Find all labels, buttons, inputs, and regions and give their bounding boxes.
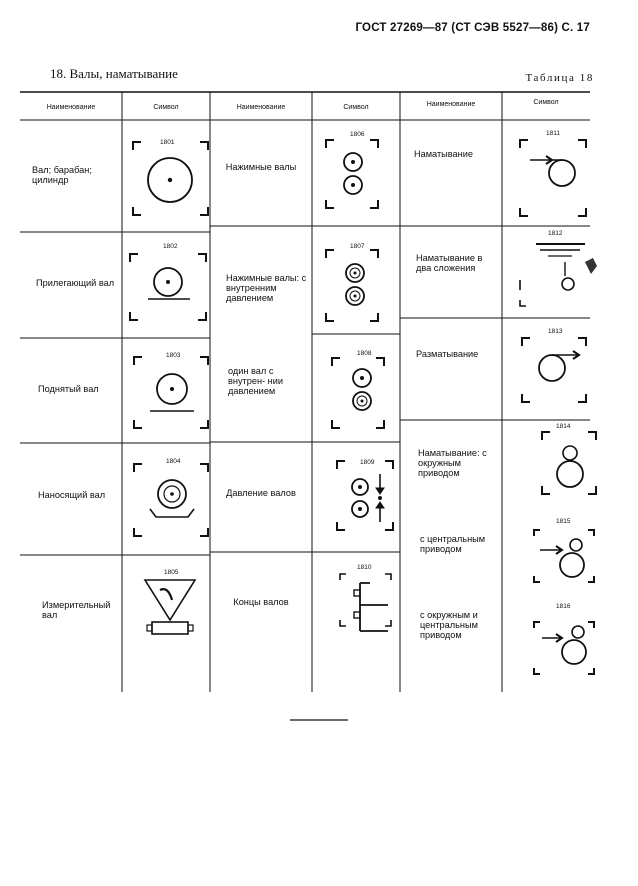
code-1805: 1805 bbox=[164, 569, 179, 576]
code-1816: 1816 bbox=[556, 603, 571, 610]
adjacent-roller-symbol bbox=[130, 254, 206, 320]
peripheral-drive-winding-symbol bbox=[542, 432, 596, 494]
col3-symbol-header: Символ bbox=[533, 99, 559, 106]
name-1808: один вал с внутрен- нии давлением bbox=[228, 366, 283, 396]
applicator-roller-symbol bbox=[134, 464, 208, 536]
code-1813: 1813 bbox=[548, 328, 563, 335]
code-1802: 1802 bbox=[163, 243, 178, 250]
combined-drive-winding-symbol bbox=[534, 622, 594, 674]
code-1814: 1814 bbox=[556, 423, 571, 430]
name-1814: Наматывание: с окружным приводом bbox=[418, 448, 487, 478]
name-1805: Измерительный вал bbox=[42, 600, 111, 620]
code-1804: 1804 bbox=[166, 458, 181, 465]
code-1801: 1801 bbox=[160, 139, 175, 146]
name-1807: Нажимные валы: с внутренним давлением bbox=[226, 273, 307, 303]
name-1816: с окружным и центральным приводом bbox=[420, 610, 478, 640]
col3-name-header: Наименование bbox=[426, 101, 476, 108]
unwinding-symbol bbox=[522, 338, 586, 402]
name-1810: Концы валов bbox=[233, 597, 289, 607]
section-title: 18. Валы, наматывание bbox=[50, 66, 178, 81]
code-1809: 1809 bbox=[360, 459, 375, 466]
name-1812: Наматывание в два сложения bbox=[416, 253, 483, 273]
standard-header: ГОСТ 27269—87 (СТ СЭВ 5527—86) С. 17 bbox=[355, 22, 590, 34]
central-drive-winding-symbol bbox=[534, 530, 594, 582]
name-1803: Поднятый вал bbox=[38, 384, 99, 394]
code-1806: 1806 bbox=[350, 131, 365, 138]
roller-pressure-symbol bbox=[337, 461, 393, 530]
double-winding-symbol bbox=[520, 244, 597, 306]
press-rollers-symbol bbox=[326, 140, 378, 208]
code-1811: 1811 bbox=[546, 130, 560, 137]
col1-symbol-header: Символ bbox=[153, 104, 179, 111]
code-1803: 1803 bbox=[166, 352, 181, 359]
name-1809: Давление валов bbox=[226, 488, 296, 498]
table-label: Таблица 18 bbox=[525, 72, 594, 84]
col1-name-header: Наименование bbox=[46, 104, 96, 111]
name-1806: Нажимные валы bbox=[225, 162, 297, 172]
code-1810: 1810 bbox=[357, 564, 372, 571]
code-1807: 1807 bbox=[350, 243, 365, 250]
measuring-roller-symbol bbox=[145, 580, 195, 634]
winding-symbol bbox=[520, 140, 586, 216]
name-1802: Прилегающий вал bbox=[36, 278, 115, 288]
code-1808: 1808 bbox=[357, 350, 372, 357]
plain-roller-symbol bbox=[133, 142, 208, 215]
col2-symbol-header: Символ bbox=[343, 104, 369, 111]
name-1811: Наматывание bbox=[414, 149, 473, 159]
internal-pressure-rollers-symbol bbox=[326, 250, 378, 321]
roller-ends-symbol bbox=[340, 574, 391, 631]
code-1815: 1815 bbox=[556, 518, 571, 525]
name-1801: Вал; барабан; цилиндр bbox=[32, 165, 92, 185]
code-1812: 1812 bbox=[548, 230, 563, 237]
name-1815: с центральным приводом bbox=[420, 534, 486, 554]
name-1813: Разматывание bbox=[416, 349, 479, 359]
raised-roller-symbol bbox=[134, 357, 208, 428]
name-1804: Наносящий вал bbox=[38, 490, 106, 500]
one-internal-pressure-roller-symbol bbox=[332, 358, 384, 428]
col2-name-header: Наименование bbox=[236, 104, 286, 111]
